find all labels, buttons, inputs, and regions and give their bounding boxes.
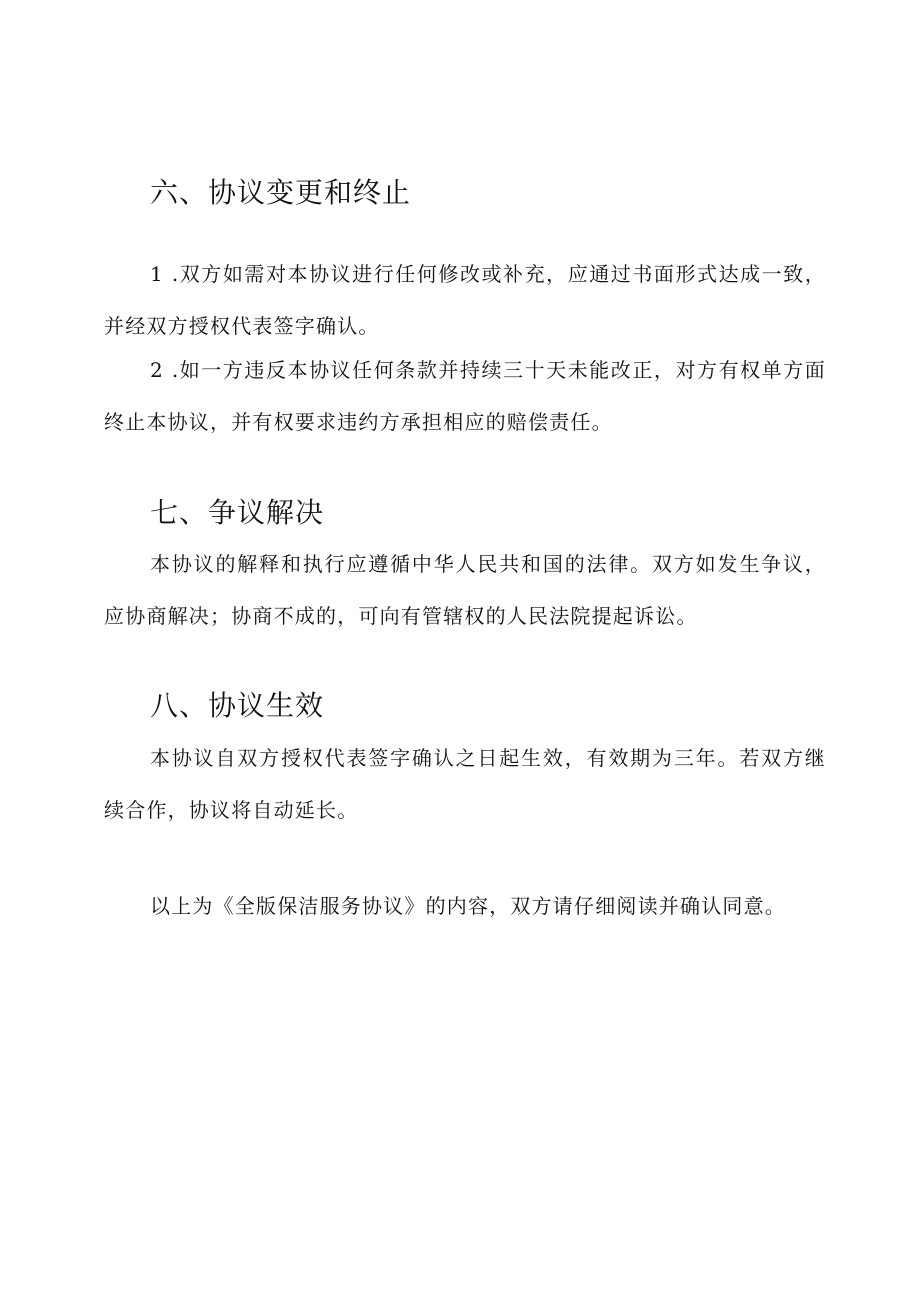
section-7-paragraph: 本协议的解释和执行应遵循中华人民共和国的法律。双方如发生争议，应协商解决；协商不成的，可向有管辖权的人民法院提起诉讼。 (104, 552, 826, 628)
section-6-heading: 六、协议变更和终止 (150, 176, 412, 209)
section-8-paragraph: 本协议自双方授权代表签字确认之日起生效，有效期为三年。若双方继续合作，协议将自动延长。 (104, 746, 826, 822)
section-6-clause-1: 1 .双方如需对本协议进行任何修改或补充，应通过书面形式达成一致，并经双方授权代表签字确认。 (104, 262, 826, 338)
closing-statement: 以上为《全版保洁服务协议》的内容，双方请仔细阅读并确认同意。 (150, 894, 786, 918)
section-8-heading: 八、协议生效 (150, 689, 325, 722)
section-7-heading: 七、争议解决 (150, 496, 325, 529)
section-6-clause-2: 2 .如一方违反本协议任何条款并持续三十天未能改正，对方有权单方面终止本协议，并有权要求违约方承担相应的赔偿责任。 (104, 358, 826, 434)
